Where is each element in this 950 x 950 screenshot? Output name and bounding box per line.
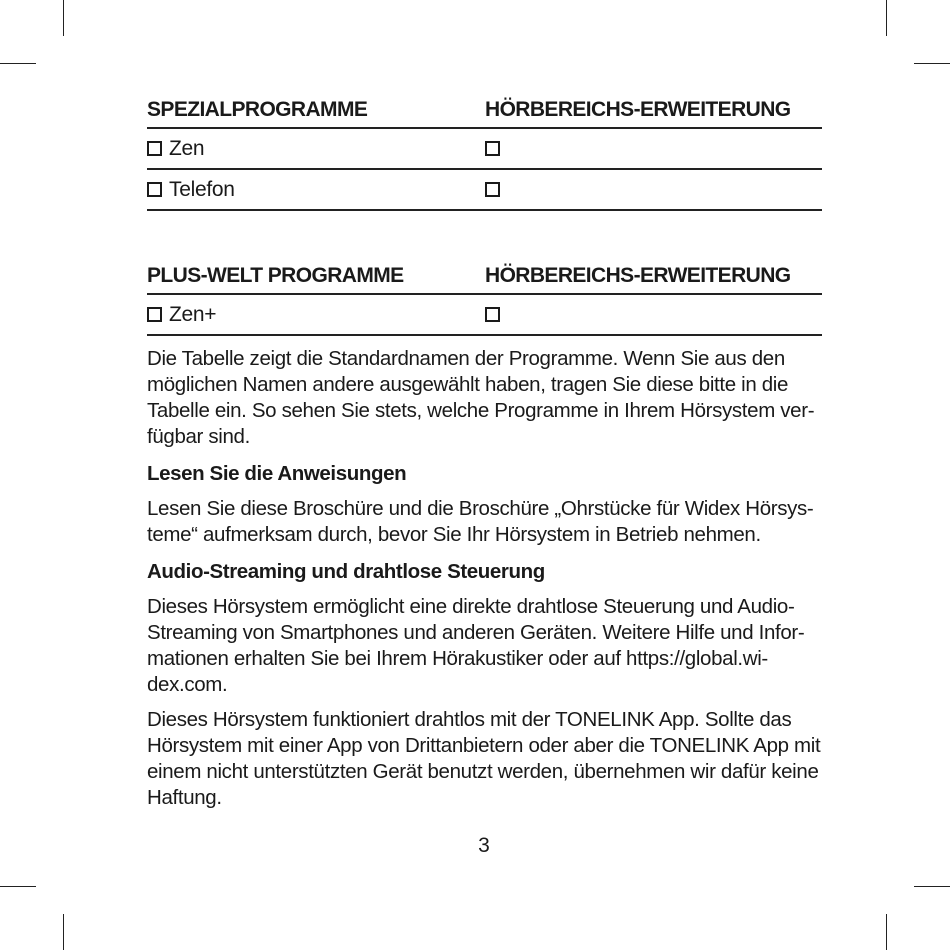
crop-mark [914, 63, 950, 64]
program-cell [147, 294, 485, 335]
page-number: 3 [478, 834, 490, 857]
instructions-paragraph: Lesen Sie diese Broschüre und die Broschüre „Ohrstücke für Widex Hörsys-teme“ aufmerksam durch, bevor Sie Ihr Hörsystem in Betrieb nehmen. [147, 497, 814, 546]
program-label: Telefon [169, 177, 235, 201]
table-row [147, 128, 822, 169]
column-header-extension: HÖRBEREICHS-ERWEITERUNG [485, 92, 822, 128]
table-row [147, 294, 822, 335]
checkbox-icon [485, 141, 500, 156]
crop-mark [0, 886, 36, 887]
program-cell [147, 169, 485, 210]
checkbox-icon [485, 182, 500, 197]
crop-mark [886, 0, 887, 36]
table-header-row [147, 258, 822, 294]
column-header-extension: HÖRBEREICHS-ERWEITERUNG [485, 258, 822, 294]
column-header-programs: SPEZIALPROGRAMME [147, 92, 485, 128]
checkbox-icon [147, 182, 162, 197]
page-content [147, 92, 822, 811]
crop-mark [63, 914, 64, 950]
program-label: Zen [169, 136, 205, 160]
crop-mark [0, 63, 36, 64]
checkbox-icon [147, 141, 162, 156]
body-text [147, 346, 822, 811]
table-header-row [147, 92, 822, 128]
special-programs-table [147, 92, 822, 211]
extension-cell [485, 294, 822, 335]
crop-mark [914, 886, 950, 887]
plus-world-programs-table [147, 258, 822, 336]
extension-cell [485, 128, 822, 169]
table-row [147, 169, 822, 210]
column-header-programs: PLUS-WELT PROGRAMME [147, 258, 485, 294]
intro-paragraph: Die Tabelle zeigt die Standardnamen der Programme. Wenn Sie aus den möglichen Namen andere ausgewählt haben, tragen Sie diese bitte in die Tabelle ein. So sehen Sie stets, welche Programme in Ihrem Hörsystem ver-fügbar sind. [147, 347, 815, 448]
checkbox-icon [147, 307, 162, 322]
crop-mark [63, 0, 64, 36]
checkbox-icon [485, 307, 500, 322]
instructions-heading: Lesen Sie die Anweisungen [147, 462, 407, 485]
extension-cell [485, 169, 822, 210]
streaming-heading: Audio-Streaming und drahtlose Steuerung [147, 560, 545, 583]
app-paragraph: Dieses Hörsystem funktioniert drahtlos mit der TONELINK App. Sollte das Hörsystem mit einer App von Drittanbietern oder aber die TONELINK App mit einem nicht unterstützten Gerät benutzt werden, übernehmen wir dafür keine Haftung. [147, 708, 821, 809]
crop-mark [886, 914, 887, 950]
streaming-paragraph: Dieses Hörsystem ermöglicht eine direkte drahtlose Steuerung und Audio-Streaming von Smartphones und anderen Geräten. Weitere Hilfe und Infor-mationen erhalten Sie bei Ihrem Hörakustiker oder auf https://global.wi-dex.com. [147, 595, 805, 696]
program-label: Zen+ [169, 302, 217, 326]
program-cell [147, 128, 485, 169]
